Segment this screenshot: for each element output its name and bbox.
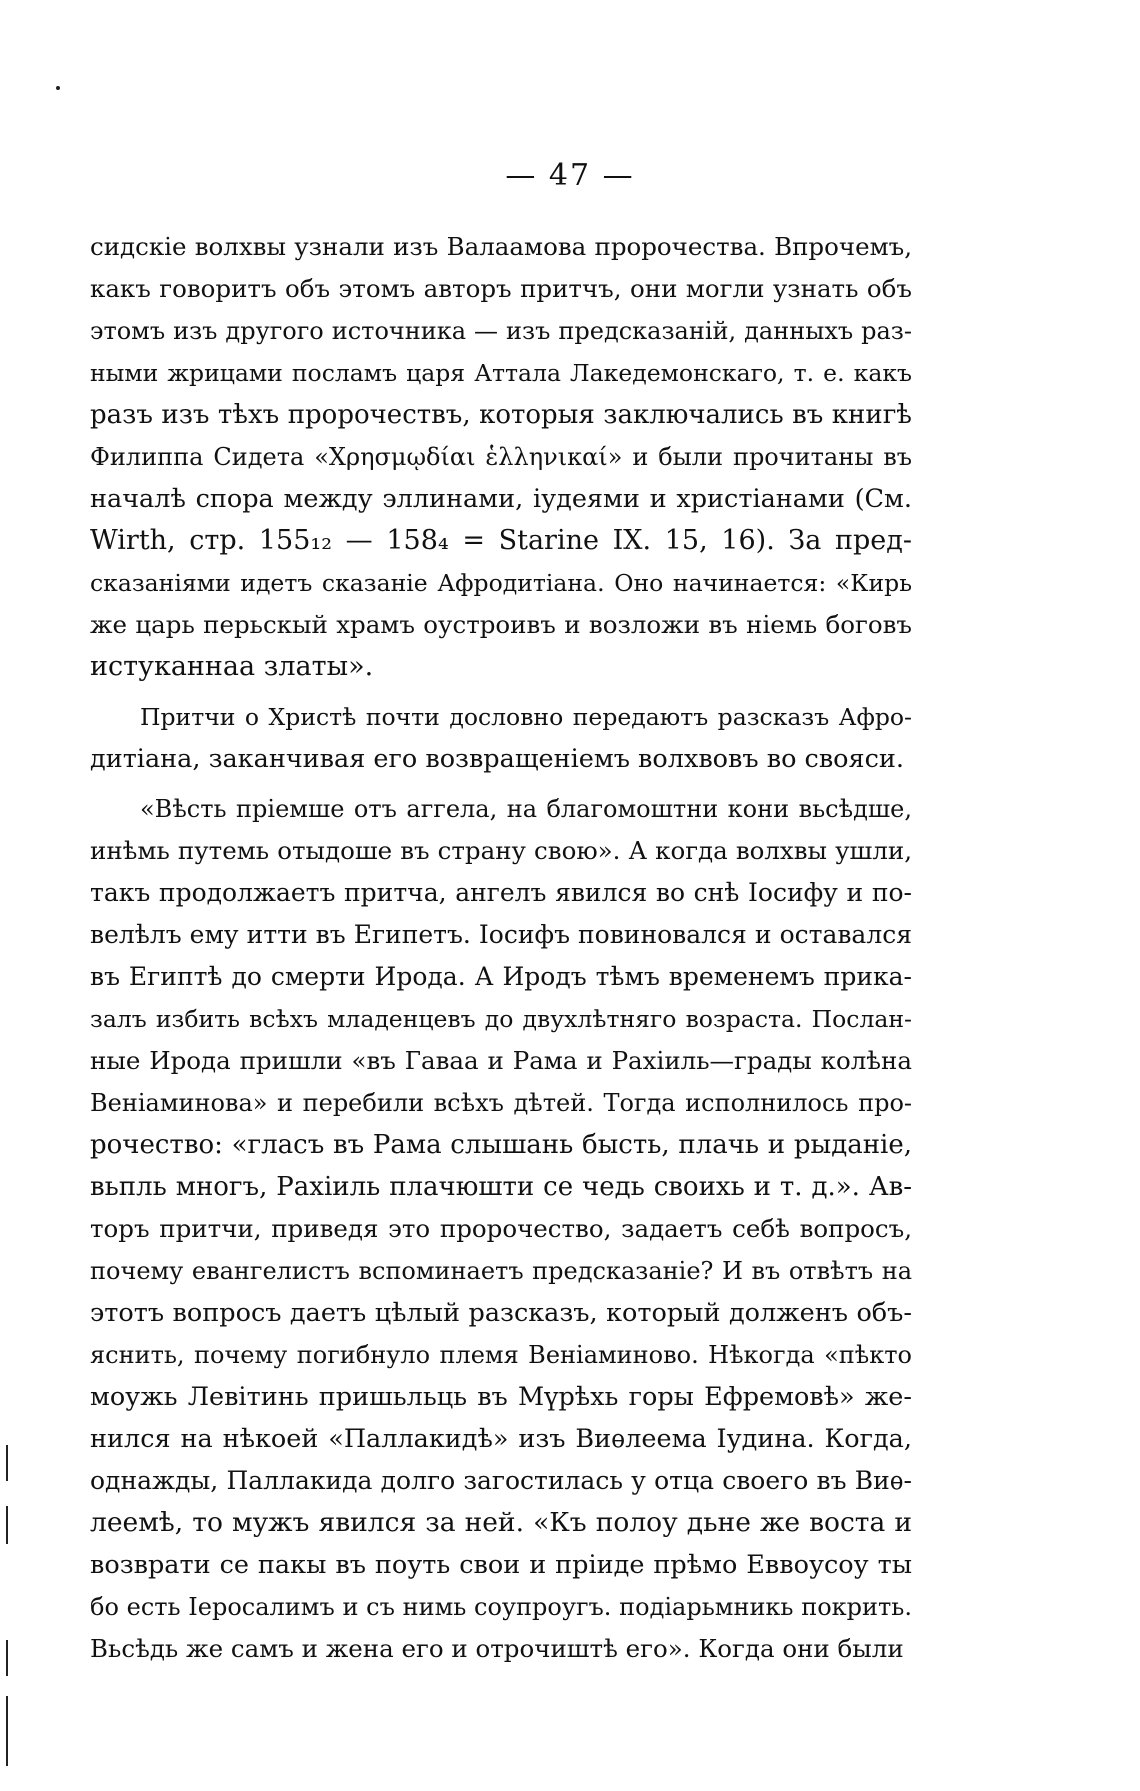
text-line: «Вѣсть пріемше отъ аггела, на благомоштни кони вьсѣдше, — [140, 795, 912, 823]
scan-margin-line — [6, 1696, 8, 1766]
page-number: — 47 — — [505, 158, 635, 193]
text-line: почему евангелистъ вспоминаетъ предсказаніе? И въ отвѣтъ на — [90, 1257, 912, 1285]
text-line: такъ продолжаетъ притча, ангелъ явился во снѣ Іосифу и по- — [90, 878, 912, 907]
text-line: торъ притчи, приведя это пророчество, задаетъ себѣ вопросъ, — [90, 1214, 912, 1243]
text-line: яснить, почему погибнуло племя Веніаминово. Нѣкогда «пѣкто — [90, 1341, 912, 1369]
text-line: сидскіе волхвы узнали изъ Валаамова пророчества. Впрочемъ, — [90, 232, 912, 261]
text-line: вьпль многъ, Рахіиль плачюшти се чедь своихь и т. д.». Ав- — [90, 1172, 912, 1202]
text-line: истуканнаа златы». — [90, 651, 374, 682]
scan-margin-line — [6, 1506, 8, 1544]
text-line: леемѣ, то мужъ явился за ней. «Къ полоу дьне же воста и — [90, 1507, 912, 1538]
text-line: ными жрицами посламъ царя Аттала Лакедемонскаго, т. е. какъ — [90, 359, 912, 387]
text-line: нился на нѣкоей «Паллакидѣ» изъ Виѳлеема Іудина. Когда, — [90, 1424, 912, 1454]
text-line: въ Египтѣ до смерти Ирода. А Иродъ тѣмъ временемъ прика- — [90, 962, 912, 991]
text-line: этотъ вопросъ даетъ цѣлый разсказъ, который долженъ объ- — [90, 1298, 912, 1328]
scan-margin-line — [6, 1445, 8, 1481]
paragraph-gap — [90, 780, 912, 788]
text-line: разъ изъ тѣхъ пророчествъ, которыя заключались въ книгѣ — [90, 400, 912, 430]
text-line: ные Ирода пришли «въ Гаваа и Рама и Рахіиль—грады колѣна — [90, 1046, 912, 1075]
paragraph — [90, 696, 912, 780]
text-line: Wirth, стр. 155₁₂ — 158₄ = Starine IX. 15, 16). За пред- — [90, 525, 912, 556]
text-line: бо есть Іеросалимъ и съ нимь соупроугъ. подіарьмникь покрить. — [90, 1593, 912, 1621]
text-line: Притчи о Христѣ почти дословно передаютъ разсказъ Афро- — [140, 703, 912, 731]
text-line: Филиппа Сидета «Χρησμῳδίαι ἑλληνικαί» и были прочитаны въ — [90, 443, 912, 471]
text-line: началѣ спора между эллинами, іудеями и христіанами (См. — [90, 484, 912, 514]
text-line: залъ избить всѣхъ младенцевъ до двухлѣтняго возраста. Послан- — [90, 1005, 912, 1033]
text-line: однажды, Паллакида долго загостилась у отца своего въ Виѳ- — [90, 1466, 912, 1495]
paragraph — [90, 226, 912, 688]
text-line: рочество: «гласъ въ Рама слышань бысть, плачь и рыданіе, — [90, 1130, 912, 1160]
text-line: велѣлъ ему итти въ Египетъ. Іосифъ повиновался и оставался — [90, 920, 912, 949]
paragraph-gap — [90, 688, 912, 696]
body-text — [90, 226, 912, 1670]
text-line: Вьсѣдь же самъ и жена его и отрочиштѣ его». Когда они были — [90, 1634, 904, 1663]
text-line: возврати се пакы въ поуть свои и пріиде прѣмо Еввоусоу ты — [90, 1550, 912, 1580]
text-line: моужь Левітинь пришьльць въ Мүрѣхь горы Ефремовѣ» же- — [90, 1382, 912, 1412]
scan-speck — [56, 86, 60, 90]
text-line: Веніаминова» и перебили всѣхъ дѣтей. Тогда исполнилось про- — [90, 1089, 912, 1117]
text-line: сказаніями идетъ сказаніе Афродитіана. Оно начинается: «Кирь — [90, 569, 912, 597]
text-line: дитіана, заканчивая его возвращеніемъ волхвовъ во свояси. — [90, 744, 904, 774]
text-line: инѣмь путемь отыдоше въ страну свою». А когда волхвы ушли, — [90, 836, 912, 865]
text-line: какъ говоритъ объ этомъ авторъ притчъ, они могли узнать объ — [90, 274, 912, 303]
text-line: же царь перьскый храмъ оустроивъ и возложи въ ніемь боговъ — [90, 610, 912, 639]
paragraph — [90, 788, 912, 1670]
text-line: этомъ изъ другого источника — изъ предсказаній, данныхъ раз- — [90, 317, 912, 345]
scan-margin-line — [6, 1640, 8, 1676]
